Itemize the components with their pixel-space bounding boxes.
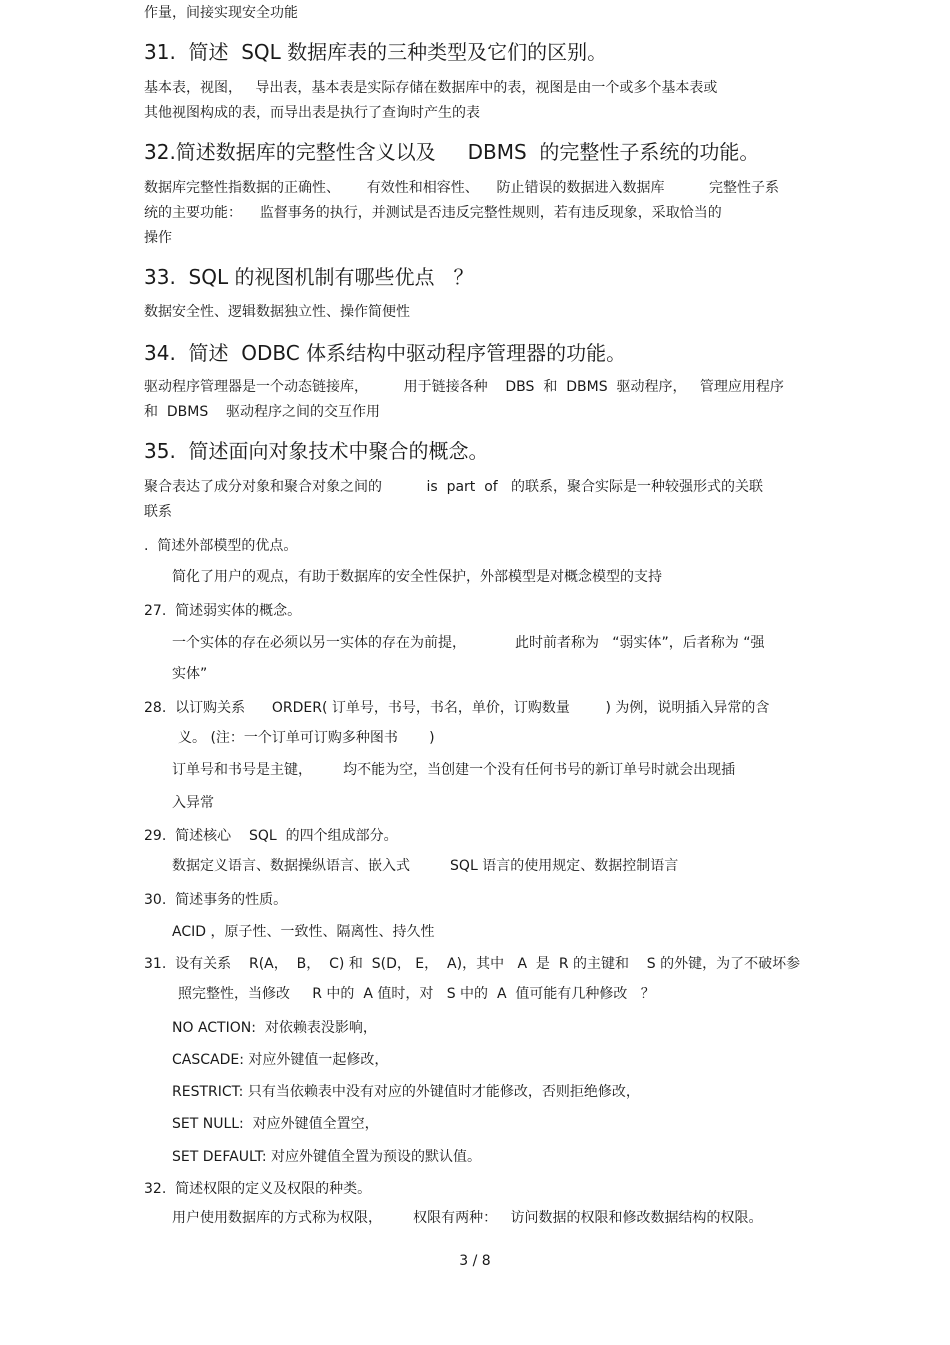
question-item: 30. 简述事务的性质。 [144, 892, 288, 908]
answer-line: SET DEFAULT: 对应外键值全置为预设的默认值。 [172, 1149, 482, 1165]
text-line: 操作 [144, 230, 172, 246]
answer-line: 简化了用户的观点，有助于数据库的安全性保护，外部模型是对概念模型的支持 [172, 569, 662, 585]
question-heading: 33. SQL 的视图机制有哪些优点 ？ [144, 265, 474, 289]
question-item: 28. 以订购关系 ORDER( 订单号，书号，书名，单价，订购数量 ) 为例，说明插入异常的含 [144, 700, 770, 716]
question-item-cont: 照完整性，当修改 R 中的 A 值时，对 S 中的 A 值可能有几种修改 ？ [178, 986, 655, 1002]
question-heading: 32.简述数据库的完整性含义以及 DBMS 的完整性子系统的功能。 [144, 140, 760, 164]
question-heading: 31. 简述 SQL 数据库表的三种类型及它们的区别。 [144, 40, 608, 64]
question-item: 31. 设有关系 R(A， B， C) 和 S(D， E， A)，其中 A 是 R 的主键和 S 的外键，为了不破坏参 [144, 956, 801, 972]
answer-line: 订单号和书号是主键， 均不能为空，当创建一个没有任何书号的新订单号时就会出现插 [172, 762, 736, 778]
answer-line: 入异常 [172, 795, 214, 811]
answer-line: SET NULL: 对应外键值全置空， [172, 1116, 379, 1132]
question-item: 27. 简述弱实体的概念。 [144, 603, 302, 619]
text-line: 作量，间接实现安全功能 [144, 5, 298, 21]
answer-line: 用户使用数据库的方式称为权限， 权限有两种： 访问数据的权限和修改数据结构的权限。 [172, 1210, 763, 1226]
answer-line: ACID ，原子性、一致性、隔离性、持久性 [172, 924, 435, 940]
text-line: 聚合表达了成分对象和聚合对象之间的 is part of 的联系，聚合实际是一种较强形式的关联 [144, 479, 764, 495]
question-item: 29. 简述核心 SQL 的四个组成部分。 [144, 828, 398, 844]
question-heading: 35. 简述面向对象技术中聚合的概念。 [144, 439, 489, 463]
question-item: . 简述外部模型的优点。 [144, 538, 298, 554]
answer-line: RESTRICT: 只有当依赖表中没有对应的外键值时才能修改，否则拒绝修改， [172, 1084, 640, 1100]
page-number: 3 / 8 [459, 1253, 491, 1269]
answer-line: NO ACTION: 对依赖表没影响， [172, 1020, 377, 1036]
text-line: 数据库完整性指数据的正确性、 有效性和相容性、 防止错误的数据进入数据库 完整性子系 [144, 180, 780, 196]
question-heading: 34. 简述 ODBC 体系结构中驱动程序管理器的功能。 [144, 341, 627, 365]
answer-line: CASCADE: 对应外键值一起修改， [172, 1052, 389, 1068]
answer-line: 数据定义语言、数据操纵语言、嵌入式 SQL 语言的使用规定、数据控制语言 [172, 858, 679, 874]
answer-line: 一个实体的存在必须以另一实体的存在为前提， 此时前者称为 “弱实体”，后者称为 “强 [172, 635, 765, 651]
text-line: 其他视图构成的表，而导出表是执行了查询时产生的表 [144, 105, 480, 121]
answer-line: 实体” [172, 666, 208, 682]
question-item: 32. 简述权限的定义及权限的种类。 [144, 1181, 372, 1197]
question-item-cont: 义。 (注：一个订单可订购多种图书 ) [178, 730, 435, 746]
text-line: 统的主要功能： 监督事务的执行，并测试是否违反完整性规则，若有违反现象，采取恰当的 [144, 205, 722, 221]
text-line: 驱动程序管理器是一个动态链接库， 用于链接各种 DBS 和 DBMS 驱动程序， 管理应用程序 [144, 379, 784, 395]
text-line: 联系 [144, 504, 172, 520]
text-line: 数据安全性、逻辑数据独立性、操作简便性 [144, 304, 410, 320]
text-line: 基本表，视图， 导出表，基本表是实际存储在数据库中的表，视图是由一个或多个基本表或 [144, 80, 718, 96]
text-line: 和 DBMS 驱动程序之间的交互作用 [144, 404, 381, 420]
